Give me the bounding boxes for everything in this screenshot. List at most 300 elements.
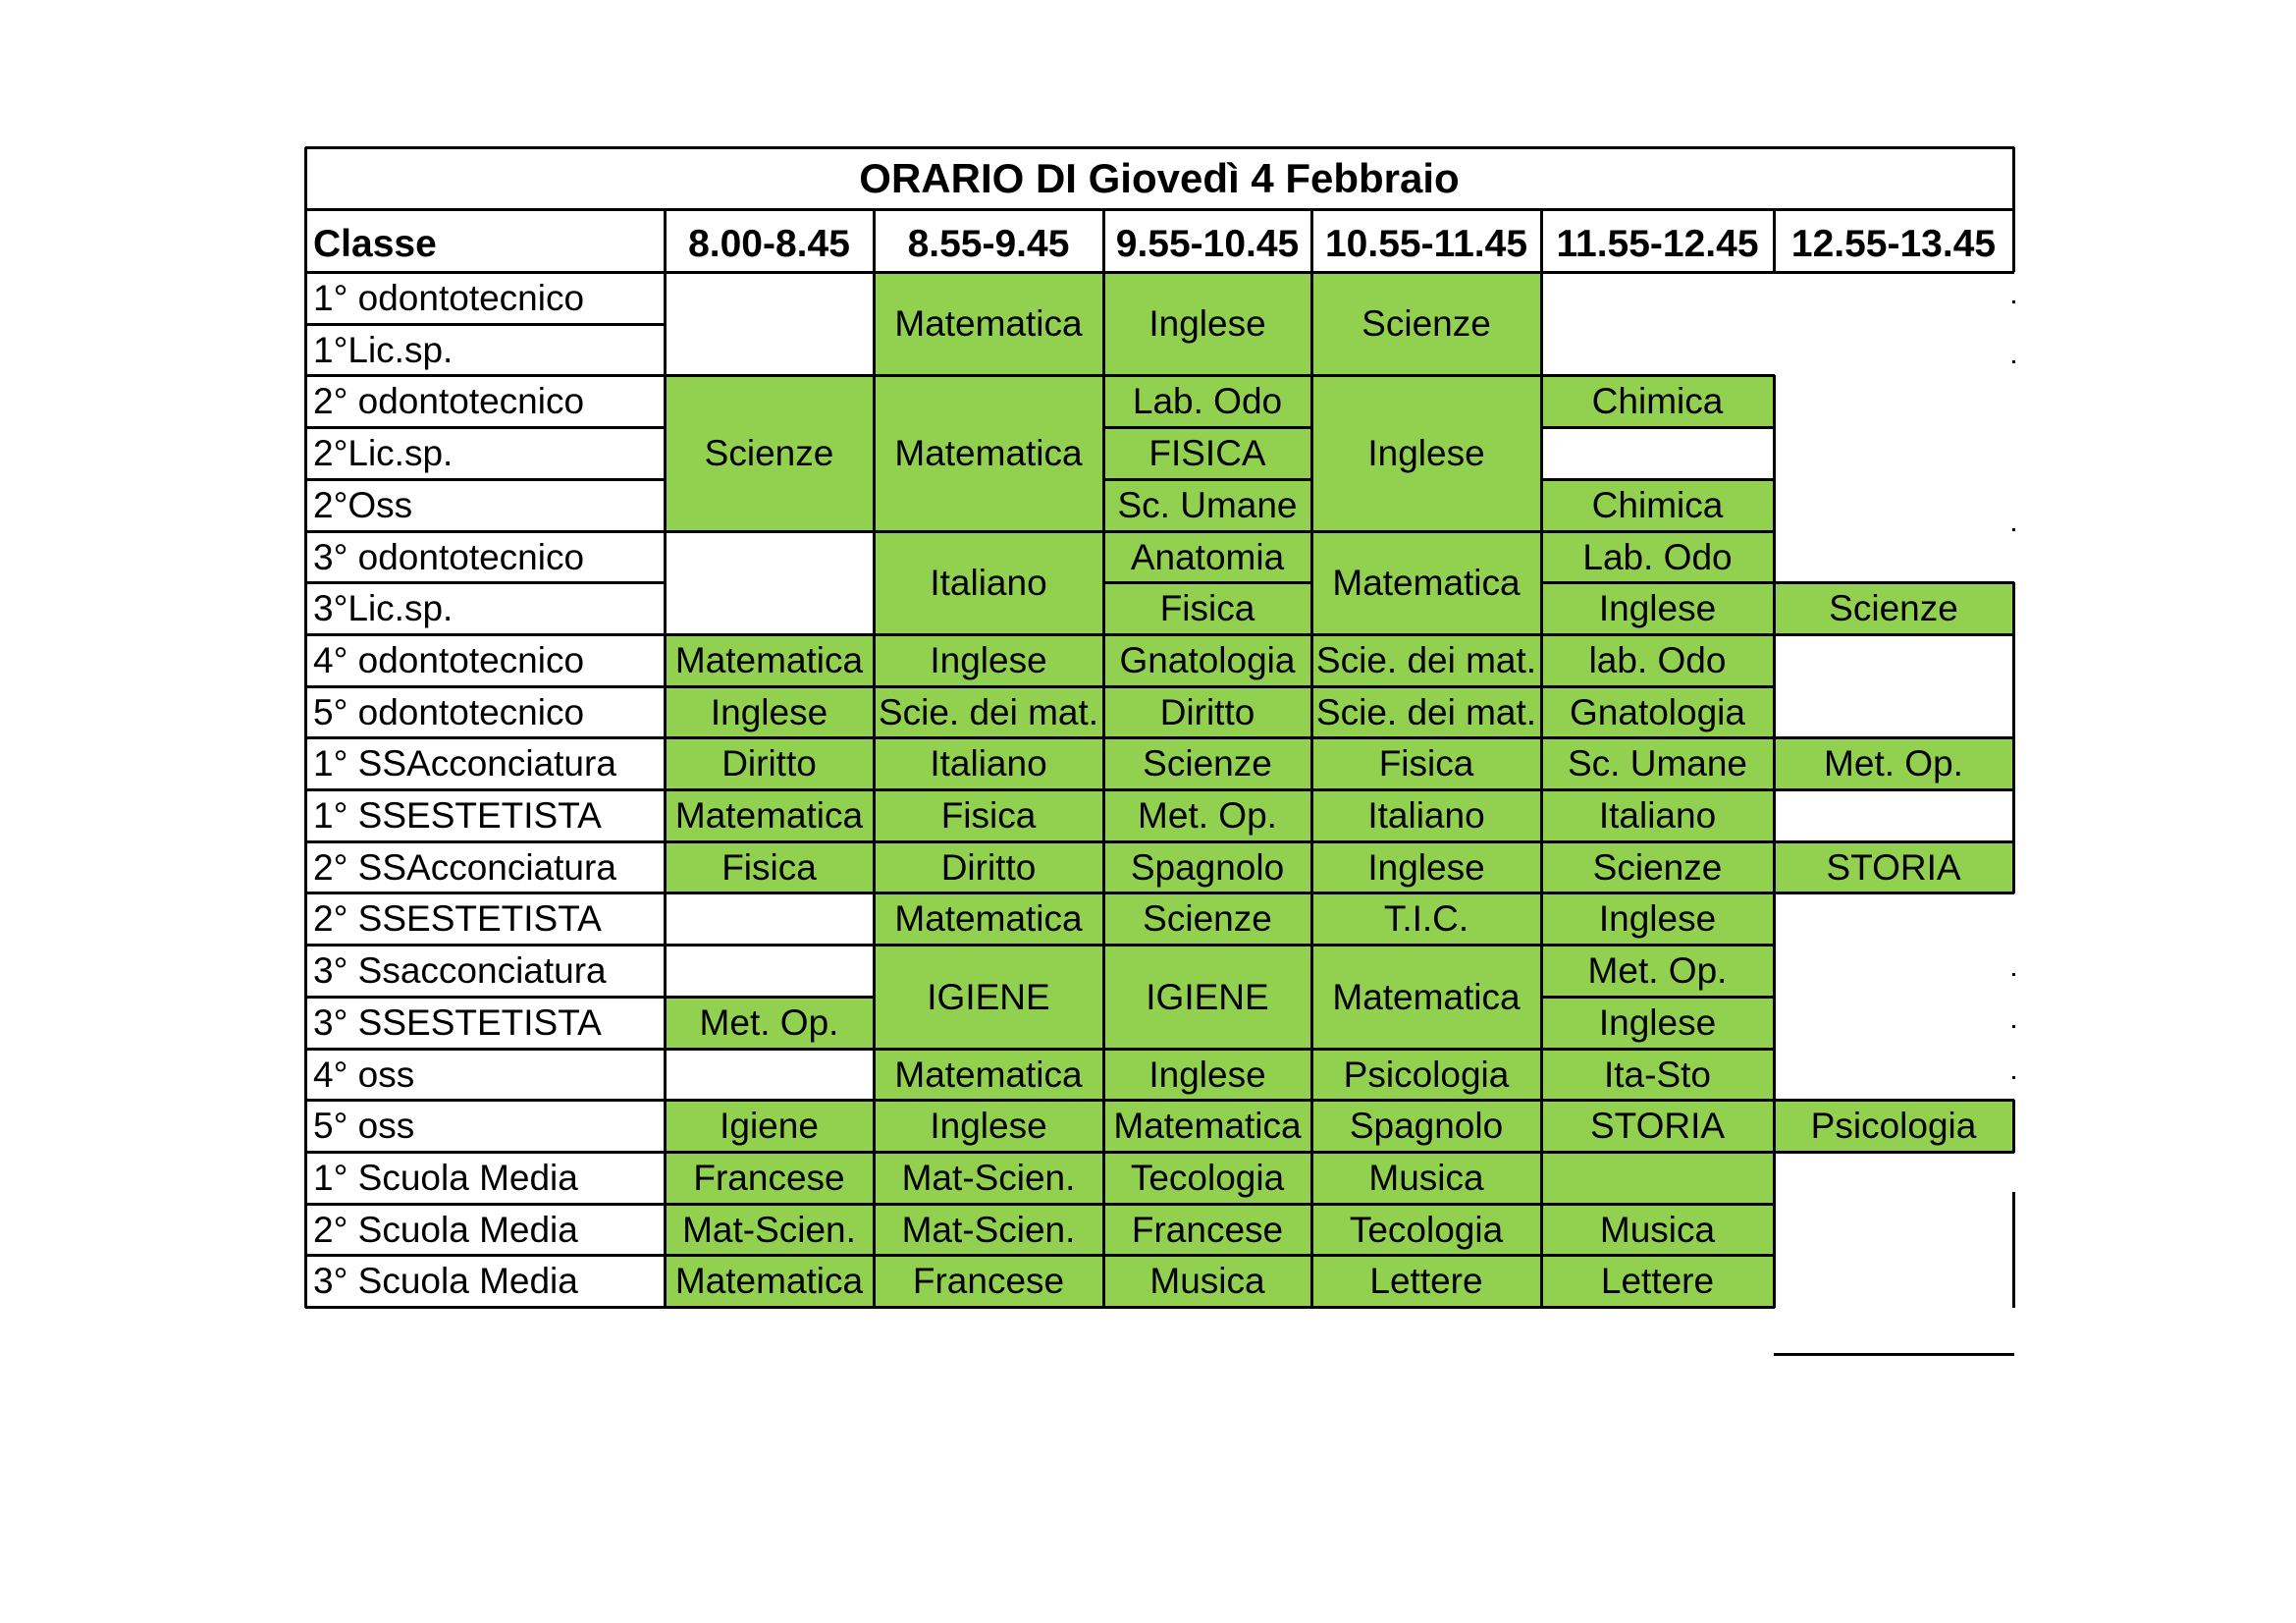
header-classe: Classe: [313, 222, 437, 265]
lesson-border: [1540, 634, 1543, 687]
header-timeslot: 8.55-9.45: [907, 222, 1070, 265]
lesson-cell: Sc. Umane: [1103, 479, 1311, 531]
lesson-border: [1541, 736, 1775, 739]
lesson-border: [1540, 841, 1543, 893]
class-name: 3° odontotecnico: [313, 536, 585, 577]
empty-cell-border: [665, 892, 875, 894]
lesson-cell: Spagnolo: [1103, 841, 1311, 893]
lesson-border: [1541, 685, 1775, 688]
header-timeslot: 11.55-12.45: [1556, 222, 1759, 265]
lesson-border: [1311, 1306, 1542, 1309]
lesson-border: [1103, 633, 1312, 636]
lesson-border: [1773, 1100, 1776, 1153]
class-column-border: [664, 272, 667, 1308]
grid-line: [305, 1306, 665, 1309]
lesson-border: [1102, 1255, 1105, 1308]
lesson-border: [1102, 1049, 1105, 1101]
lesson-border: [1103, 581, 1312, 584]
grid-line: [305, 736, 665, 739]
page-title: ORARIO DI Giovedì 4 Febbraio: [859, 154, 1460, 201]
class-name: 3° SSESTETISTA: [313, 1002, 602, 1043]
lesson-border: [874, 1151, 1104, 1154]
empty-cell-border: [873, 272, 876, 376]
lesson-border: [1102, 789, 1105, 842]
lesson-border: [874, 685, 1104, 688]
lesson-cell: Fisica: [1311, 737, 1541, 789]
lesson-border: [1311, 633, 1542, 636]
header-border: [1540, 209, 1543, 272]
class-name: 4° oss: [313, 1054, 415, 1095]
lesson-cell: [1541, 1152, 1774, 1204]
class-name: 2° SSAcconciatura: [313, 846, 616, 888]
lesson-border: [665, 840, 875, 843]
lesson-cell: Tecologia: [1103, 1152, 1311, 1204]
lesson-border: [1773, 479, 1776, 532]
empty-cell-border: [1774, 788, 2014, 791]
lesson-border: [873, 1255, 876, 1308]
lesson-border: [2012, 737, 2015, 790]
edge-tick: [2012, 973, 2015, 976]
lesson-border: [874, 1048, 1104, 1051]
lesson-border: [1540, 272, 1543, 376]
lesson-cell: Scie. dei mat.: [1311, 634, 1541, 686]
class-name: 1° SSAcconciatura: [313, 743, 616, 784]
lesson-cell: Italiano: [1541, 789, 1774, 841]
lesson-border: [1540, 997, 1543, 1050]
lesson-border: [1540, 1152, 1543, 1205]
lesson-border: [1311, 788, 1542, 791]
lesson-cell: Matematica: [665, 1255, 874, 1307]
grid-line: [305, 1151, 665, 1154]
grid-line: [305, 944, 665, 947]
lesson-cell: Psicologia: [1311, 1049, 1541, 1100]
grid-line: [305, 374, 665, 377]
lesson-border: [1541, 374, 1775, 377]
lesson-cell: Musica: [1311, 1152, 1541, 1204]
lesson-border: [1540, 531, 1543, 583]
lesson-cell: Ita-Sto: [1541, 1049, 1774, 1100]
lesson-border: [874, 1306, 1104, 1309]
lesson-border: [1102, 737, 1105, 790]
empty-cell-border: [873, 531, 876, 635]
lesson-cell: Scie. dei mat.: [874, 686, 1103, 737]
lesson-border: [1103, 426, 1312, 429]
lesson-border: [874, 788, 1104, 791]
lesson-cell: Anatomia: [1103, 531, 1311, 582]
lesson-cell: Inglese: [1311, 375, 1541, 531]
lesson-cell: Chimica: [1541, 375, 1774, 427]
grid-line: [305, 426, 665, 429]
lesson-border: [1773, 893, 1776, 946]
lesson-border: [1540, 686, 1543, 738]
lesson-border: [1310, 375, 1313, 532]
lesson-cell: lab. Odo: [1541, 634, 1774, 686]
lesson-border: [1540, 789, 1543, 842]
lesson-border: [873, 997, 876, 1050]
empty-cell-border: [665, 996, 875, 999]
lesson-border: [1773, 1049, 1776, 1101]
lesson-border: [1774, 1099, 2014, 1102]
lesson-cell: IGIENE: [1103, 945, 1311, 1049]
grid-line: [305, 840, 665, 843]
lesson-border: [1102, 634, 1105, 687]
header-border: [305, 208, 2014, 211]
lesson-border: [1774, 892, 2014, 894]
lesson-border: [1773, 997, 1776, 1050]
lesson-border: [1540, 1255, 1543, 1308]
lesson-border: [665, 1306, 875, 1309]
lesson-border: [1310, 1152, 1313, 1205]
lesson-border: [873, 1100, 876, 1153]
lesson-cell: Inglese: [1103, 272, 1311, 375]
header-timeslot: 8.00-8.45: [688, 222, 850, 265]
lesson-border: [1540, 1204, 1543, 1256]
lesson-border: [1774, 1151, 2014, 1154]
lesson-border: [1310, 737, 1313, 790]
lesson-border: [1103, 374, 1312, 377]
trailing-line: [1774, 1353, 2014, 1356]
lesson-border: [1541, 996, 1775, 999]
lesson-border: [1102, 531, 1105, 583]
lesson-cell: Diritto: [1103, 686, 1311, 737]
lesson-border: [1310, 945, 1313, 1050]
lesson-border: [1103, 1306, 1312, 1309]
lesson-border: [1103, 478, 1312, 481]
class-name: 2° Scuola Media: [313, 1209, 578, 1250]
lesson-border: [1103, 1254, 1312, 1257]
lesson-border: [1311, 1254, 1542, 1257]
lesson-border: [1773, 1255, 1776, 1308]
outer-border: [304, 147, 307, 1308]
empty-cell-border: [1774, 633, 2014, 636]
empty-cell-border: [665, 530, 875, 533]
grid-line: [305, 892, 665, 894]
class-name: 1° Scuola Media: [313, 1158, 578, 1198]
lesson-border: [1541, 633, 1775, 636]
lesson-border: [665, 1151, 875, 1154]
empty-cell-border: [2012, 789, 2015, 842]
lesson-border: [1310, 893, 1313, 946]
lesson-cell: Francese: [874, 1255, 1103, 1307]
empty-cell-border: [2012, 634, 2015, 738]
empty-cell-border: [665, 944, 875, 947]
header-border: [1310, 209, 1313, 272]
lesson-border: [873, 1204, 876, 1256]
lesson-cell: Mat-Scien.: [665, 1204, 874, 1255]
lesson-cell: Spagnolo: [1311, 1100, 1541, 1152]
lesson-border: [874, 633, 1104, 636]
lesson-border: [1310, 686, 1313, 738]
edge-tick: [2012, 300, 2015, 303]
lesson-border: [1102, 1204, 1105, 1256]
lesson-cell: Diritto: [874, 841, 1103, 893]
lesson-cell: STORIA: [1774, 841, 2013, 893]
header-border: [1102, 209, 1105, 272]
lesson-cell: Scienze: [1103, 737, 1311, 789]
lesson-cell: Fisica: [1103, 582, 1311, 634]
lesson-border: [1541, 892, 1775, 894]
lesson-border: [1773, 945, 1776, 998]
lesson-border: [873, 375, 876, 532]
lesson-cell: Diritto: [665, 737, 874, 789]
edge-tick: [2012, 1076, 2015, 1079]
lesson-border: [1310, 1100, 1313, 1153]
lesson-cell: Scie. dei mat.: [1311, 686, 1541, 737]
lesson-border: [1541, 1048, 1775, 1051]
class-name: 2°Oss: [313, 485, 413, 525]
lesson-border: [1773, 737, 1776, 790]
lesson-border: [1102, 375, 1105, 428]
lesson-border: [1311, 374, 1542, 377]
lesson-border: [1311, 736, 1542, 739]
lesson-cell: Sc. Umane: [1541, 737, 1774, 789]
lesson-border: [874, 1099, 1104, 1102]
empty-cell-border: [1773, 427, 1776, 480]
lesson-border: [1541, 1151, 1775, 1154]
lesson-cell: Matematica: [1311, 945, 1541, 1049]
lesson-border: [874, 892, 1104, 894]
lesson-border: [1540, 1100, 1543, 1153]
lesson-border: [1311, 892, 1542, 894]
edge-tick: [2012, 528, 2015, 531]
class-name: 2°Lic.sp.: [313, 433, 454, 473]
lesson-border: [874, 1203, 1104, 1206]
empty-cell-border: [1774, 840, 2014, 843]
lesson-cell: Matematica: [874, 272, 1103, 375]
lesson-border: [1540, 945, 1543, 998]
lesson-border: [1541, 944, 1775, 947]
lesson-border: [1103, 1203, 1312, 1206]
lesson-border: [1541, 1254, 1775, 1257]
lesson-border: [1102, 841, 1105, 893]
lesson-cell: Inglese: [874, 634, 1103, 686]
lesson-cell: Matematica: [1311, 531, 1541, 634]
grid-line: [305, 1099, 665, 1102]
lesson-cell: Matematica: [665, 634, 874, 686]
lesson-border: [1311, 840, 1542, 843]
empty-cell-border: [1773, 789, 1776, 842]
class-name: 3° Ssacconciatura: [313, 950, 607, 991]
right-edge-line: [2012, 1192, 2015, 1308]
lesson-cell: Met. Op.: [1541, 945, 1774, 997]
lesson-border: [665, 685, 875, 688]
lesson-cell: Matematica: [1103, 1100, 1311, 1152]
class-name: 4° odontotecnico: [313, 640, 585, 680]
lesson-border: [1311, 530, 1542, 533]
lesson-border: [873, 841, 876, 893]
lesson-cell: Met. Op.: [1774, 737, 2013, 789]
empty-cell-border: [1774, 736, 2014, 739]
lesson-border: [1773, 375, 1776, 428]
lesson-border: [1540, 1049, 1543, 1101]
lesson-border: [1310, 1255, 1313, 1308]
lesson-border: [1103, 1151, 1312, 1154]
lesson-border: [1102, 1100, 1105, 1153]
class-name: 2° odontotecnico: [313, 381, 585, 421]
lesson-border: [1311, 1048, 1542, 1051]
empty-cell-border: [665, 633, 875, 636]
class-name: 3° Scuola Media: [313, 1261, 578, 1301]
lesson-border: [1311, 1203, 1542, 1206]
grid-line: [305, 478, 665, 481]
lesson-border: [1541, 1306, 1775, 1309]
lesson-cell: Gnatologia: [1541, 686, 1774, 737]
empty-cell-border: [873, 1049, 876, 1101]
empty-cell-border: [1773, 634, 1776, 738]
lesson-cell: Musica: [1541, 1204, 1774, 1255]
grid-line: [305, 633, 665, 636]
empty-cell-border: [873, 893, 876, 946]
empty-cell-border: [665, 374, 875, 377]
lesson-cell: Matematica: [665, 789, 874, 841]
lesson-cell: FISICA: [1103, 427, 1311, 479]
lesson-cell: Matematica: [874, 375, 1103, 531]
empty-cell-border: [665, 1099, 875, 1102]
lesson-cell: Francese: [665, 1152, 874, 1204]
grid-line: [305, 581, 665, 584]
lesson-border: [1541, 788, 1775, 791]
grid-line: [305, 788, 665, 791]
lesson-border: [2012, 1100, 2015, 1153]
grid-line: [305, 685, 665, 688]
header-timeslot: 12.55-13.45: [1790, 222, 1997, 265]
grid-line: [305, 996, 665, 999]
lesson-cell: Scienze: [1311, 272, 1541, 375]
lesson-cell: Tecologia: [1311, 1204, 1541, 1255]
lesson-border: [874, 736, 1104, 739]
lesson-border: [665, 1203, 875, 1206]
header-border: [664, 209, 667, 272]
lesson-border: [1310, 272, 1313, 376]
lesson-cell: Inglese: [1541, 582, 1774, 634]
lesson-border: [1540, 582, 1543, 635]
empty-cell-border: [665, 1048, 875, 1051]
class-name: 1°Lic.sp.: [313, 329, 454, 370]
grid-line: [305, 323, 665, 326]
lesson-cell: Chimica: [1541, 479, 1774, 531]
lesson-cell: Scienze: [665, 375, 874, 531]
lesson-border: [1310, 1204, 1313, 1256]
lesson-border: [1311, 685, 1542, 688]
lesson-border: [1773, 1152, 1776, 1205]
lesson-border: [1102, 427, 1105, 480]
outer-border: [2012, 147, 2015, 272]
lesson-border: [874, 374, 1104, 377]
lesson-border: [873, 789, 876, 842]
lesson-border: [1311, 1151, 1542, 1154]
lesson-cell: Met. Op.: [665, 997, 874, 1049]
lesson-border: [874, 1254, 1104, 1257]
lesson-cell: Fisica: [874, 789, 1103, 841]
lesson-cell: Inglese: [1311, 841, 1541, 893]
empty-cell-border: [1540, 427, 1543, 480]
lesson-cell: Italiano: [874, 737, 1103, 789]
lesson-border: [1103, 1099, 1312, 1102]
lesson-cell: Mat-Scien.: [874, 1204, 1103, 1255]
lesson-border: [1102, 1152, 1105, 1205]
edge-tick: [2012, 1025, 2015, 1028]
lesson-border: [1103, 840, 1312, 843]
lesson-border: [1541, 1099, 1775, 1102]
lesson-cell: Scienze: [1774, 582, 2013, 634]
lesson-border: [874, 530, 1104, 533]
empty-cell-border: [873, 945, 876, 998]
header-border: [305, 271, 2014, 274]
lesson-border: [1541, 1203, 1775, 1206]
class-name: 5° odontotecnico: [313, 691, 585, 732]
grid-line: [305, 1254, 665, 1257]
lesson-cell: Met. Op.: [1103, 789, 1311, 841]
lesson-border: [1773, 1204, 1776, 1256]
lesson-cell: Musica: [1103, 1255, 1311, 1307]
lesson-cell: Matematica: [874, 1049, 1103, 1100]
grid-line: [305, 530, 665, 533]
lesson-cell: Francese: [1103, 1204, 1311, 1255]
lesson-border: [665, 736, 875, 739]
lesson-border: [1103, 530, 1312, 533]
lesson-border: [1540, 479, 1543, 532]
lesson-cell: Inglese: [1541, 997, 1774, 1049]
lesson-cell: Gnatologia: [1103, 634, 1311, 686]
lesson-border: [1541, 581, 1775, 584]
lesson-border: [873, 686, 876, 738]
edge-tick: [2012, 360, 2015, 363]
outer-border: [305, 146, 2014, 149]
class-name: 2° SSESTETISTA: [313, 898, 602, 939]
header-timeslot: 10.55-11.45: [1324, 222, 1528, 265]
lesson-cell: Scienze: [1541, 841, 1774, 893]
lesson-border: [1311, 1099, 1542, 1102]
lesson-border: [1774, 581, 2014, 584]
grid-line: [305, 1048, 665, 1051]
lesson-border: [2012, 841, 2015, 893]
class-name: 3°Lic.sp.: [313, 588, 454, 628]
lesson-border: [665, 1254, 875, 1257]
lesson-cell: Fisica: [665, 841, 874, 893]
lesson-cell: Lab. Odo: [1541, 531, 1774, 582]
grid-line: [305, 1203, 665, 1206]
lesson-cell: Igiene: [665, 1100, 874, 1152]
lesson-cell: Italiano: [1311, 789, 1541, 841]
lesson-border: [1102, 272, 1105, 376]
lesson-cell: Psicologia: [1774, 1100, 2013, 1152]
empty-cell-border: [1541, 478, 1775, 481]
lesson-border: [1102, 582, 1105, 635]
lesson-border: [1103, 1048, 1312, 1051]
lesson-border: [874, 944, 1104, 947]
lesson-border: [1541, 530, 1775, 533]
lesson-cell: Matematica: [874, 893, 1103, 945]
lesson-border: [1103, 736, 1312, 739]
lesson-border: [873, 1152, 876, 1205]
lesson-border: [874, 840, 1104, 843]
lesson-border: [1310, 634, 1313, 687]
lesson-border: [1103, 944, 1312, 947]
lesson-cell: Inglese: [1103, 1049, 1311, 1100]
class-name: 5° oss: [313, 1106, 415, 1146]
lesson-cell: Mat-Scien.: [874, 1152, 1103, 1204]
lesson-border: [665, 788, 875, 791]
empty-cell-border: [1541, 426, 1775, 429]
lesson-cell: Scienze: [1103, 893, 1311, 945]
header-timeslot: 9.55-10.45: [1115, 222, 1300, 265]
lesson-border: [1310, 841, 1313, 893]
lesson-cell: IGIENE: [874, 945, 1103, 1049]
header-border: [873, 209, 876, 272]
lesson-cell: Inglese: [1541, 893, 1774, 945]
lesson-cell: Inglese: [874, 1100, 1103, 1152]
lesson-border: [1102, 893, 1105, 946]
